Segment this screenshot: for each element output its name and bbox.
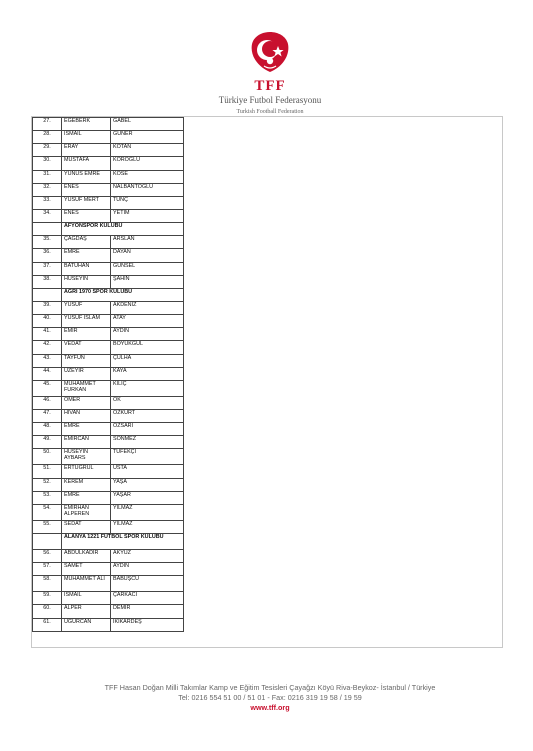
player-row <box>33 396 184 409</box>
player-number: 56. <box>33 549 62 562</box>
player-last-name: AKYÜZ <box>111 549 184 562</box>
player-row <box>33 183 184 196</box>
player-last-name: KOTAN <box>111 144 184 157</box>
player-first-name: ERAY <box>62 144 111 157</box>
player-row <box>33 592 184 605</box>
player-row <box>33 118 184 131</box>
player-last-name: GÜNER <box>111 131 184 144</box>
player-row <box>33 301 184 314</box>
player-first-name: YUNUS EMRE <box>62 170 111 183</box>
player-last-name: BABUŞCU <box>111 576 184 592</box>
player-last-name: KÖSE <box>111 170 184 183</box>
player-row <box>33 465 184 478</box>
player-first-name: UĞURCAN <box>62 618 111 631</box>
player-row <box>33 491 184 504</box>
player-last-name: KAYA <box>111 367 184 380</box>
player-row <box>33 354 184 367</box>
player-number: 38. <box>33 275 62 288</box>
player-number: 37. <box>33 262 62 275</box>
player-number: 40. <box>33 315 62 328</box>
player-last-name: ŞAHİN <box>111 275 184 288</box>
player-number: 30. <box>33 157 62 170</box>
player-number: 51. <box>33 465 62 478</box>
player-row <box>33 618 184 631</box>
player-row <box>33 367 184 380</box>
player-number: 33. <box>33 196 62 209</box>
player-first-name: YUSUF <box>62 301 111 314</box>
player-row <box>33 549 184 562</box>
player-first-name: KEREM <box>62 478 111 491</box>
brand-logo-text: TFF <box>254 78 286 94</box>
club-header-row <box>33 288 184 301</box>
player-last-name: GABEL <box>111 118 184 131</box>
player-last-name: USTA <box>111 465 184 478</box>
player-number: 43. <box>33 354 62 367</box>
player-row <box>33 328 184 341</box>
player-first-name: İSMAİL <box>62 131 111 144</box>
player-number: 29. <box>33 144 62 157</box>
player-last-name: AKDENİZ <box>111 301 184 314</box>
player-first-name: EMRE <box>62 491 111 504</box>
club-number-cell <box>33 288 62 301</box>
club-name: ALANYA 1221 FUTBOL SPOR KULÜBÜ <box>62 533 184 549</box>
player-number: 28. <box>33 131 62 144</box>
club-name: AĞRI 1970 SPOR KULÜBÜ <box>62 288 184 301</box>
player-first-name: ENES <box>62 183 111 196</box>
player-first-name: ENES <box>62 209 111 222</box>
player-number: 44. <box>33 367 62 380</box>
player-row <box>33 262 184 275</box>
player-number: 49. <box>33 436 62 449</box>
footer-website-link[interactable]: www.tff.org <box>250 703 290 712</box>
player-first-name: HÜSEYİN AYBARS <box>62 449 111 465</box>
player-number: 50. <box>33 449 62 465</box>
player-first-name: İSMAİL <box>62 592 111 605</box>
player-last-name: YILMAZ <box>111 520 184 533</box>
player-number: 36. <box>33 249 62 262</box>
player-first-name: ERTUĞRUL <box>62 465 111 478</box>
player-first-name: EMİRHAN ALPEREN <box>62 504 111 520</box>
player-first-name: BATUHAN <box>62 262 111 275</box>
player-row <box>33 436 184 449</box>
player-row <box>33 315 184 328</box>
player-row <box>33 196 184 209</box>
player-first-name: MUSTAFA <box>62 157 111 170</box>
player-row <box>33 576 184 592</box>
player-first-name: HÜSEYİN <box>62 275 111 288</box>
federation-name-tr: Türkiye Futbol Federasyonu <box>218 95 322 105</box>
player-first-name: VEDAT <box>62 341 111 354</box>
player-row <box>33 605 184 618</box>
player-number: 42. <box>33 341 62 354</box>
player-last-name: ÇARKACI <box>111 592 184 605</box>
player-number: 31. <box>33 170 62 183</box>
player-first-name: ABDULKADİR <box>62 549 111 562</box>
player-number: 58. <box>33 576 62 592</box>
player-last-name: BOYUKGÜL <box>111 341 184 354</box>
player-number: 54. <box>33 504 62 520</box>
player-first-name: ÖMER <box>62 396 111 409</box>
player-last-name: ÇULHA <box>111 354 184 367</box>
player-number: 55. <box>33 520 62 533</box>
player-number: 41. <box>33 328 62 341</box>
player-row <box>33 249 184 262</box>
player-last-name: KÖROĞLU <box>111 157 184 170</box>
player-last-name: GÜNSEL <box>111 262 184 275</box>
player-first-name: HİVAN <box>62 409 111 422</box>
player-first-name: ALPER <box>62 605 111 618</box>
player-row <box>33 209 184 222</box>
footer-phone: Tel: 0216 554 51 00 / 51 01 - Fax: 0216 319 19 58 / 19 59 <box>178 693 362 702</box>
player-first-name: TAYFUN <box>62 354 111 367</box>
player-number: 34. <box>33 209 62 222</box>
player-last-name: YAŞA <box>111 478 184 491</box>
player-number: 27. <box>33 118 62 131</box>
tff-crest-icon <box>248 30 292 74</box>
player-last-name: OK <box>111 396 184 409</box>
player-roster-table <box>32 117 184 632</box>
player-last-name: AYDIN <box>111 563 184 576</box>
player-last-name: YETİM <box>111 209 184 222</box>
player-first-name: MUHAMMET FURKAN <box>62 380 111 396</box>
player-last-name: KILIÇ <box>111 380 184 396</box>
club-number-cell <box>33 223 62 236</box>
player-last-name: TÜFEKÇİ <box>111 449 184 465</box>
player-first-name: ÜZEYİR <box>62 367 111 380</box>
player-row <box>33 423 184 436</box>
player-first-name: EMİR <box>62 328 111 341</box>
player-first-name: ÇAĞDAŞ <box>62 236 111 249</box>
player-last-name: SÖNMEZ <box>111 436 184 449</box>
player-row <box>33 144 184 157</box>
player-last-name: ATAY <box>111 315 184 328</box>
player-row <box>33 275 184 288</box>
club-name: AFYONSPOR KULÜBÜ <box>62 223 184 236</box>
federation-name-en: Turkish Football Federation <box>236 109 304 115</box>
player-number: 59. <box>33 592 62 605</box>
player-row <box>33 341 184 354</box>
player-last-name: DAYAN <box>111 249 184 262</box>
player-last-name: ARSLAN <box>111 236 184 249</box>
player-number: 35. <box>33 236 62 249</box>
player-first-name: EGEBERK <box>62 118 111 131</box>
player-first-name: EMİRCAN <box>62 436 111 449</box>
player-last-name: DEMİR <box>111 605 184 618</box>
club-number-cell <box>33 533 62 549</box>
player-row <box>33 157 184 170</box>
player-number: 46. <box>33 396 62 409</box>
club-header-row <box>33 533 184 549</box>
player-row <box>33 131 184 144</box>
player-row <box>33 380 184 396</box>
club-header-row <box>33 223 184 236</box>
player-last-name: YAŞAR <box>111 491 184 504</box>
player-number: 60. <box>33 605 62 618</box>
player-first-name: MUHAMMET ALİ <box>62 576 111 592</box>
player-number: 48. <box>33 423 62 436</box>
player-last-name: TUNÇ <box>111 196 184 209</box>
player-row <box>33 409 184 422</box>
player-last-name: AYDIN <box>111 328 184 341</box>
player-number: 39. <box>33 301 62 314</box>
player-number: 47. <box>33 409 62 422</box>
player-row <box>33 563 184 576</box>
player-row <box>33 170 184 183</box>
player-row <box>33 478 184 491</box>
player-first-name: YUSUF MERT <box>62 196 111 209</box>
player-number: 53. <box>33 491 62 504</box>
player-first-name: EMRE <box>62 249 111 262</box>
player-first-name: EMRE <box>62 423 111 436</box>
player-last-name: ÖZSARI <box>111 423 184 436</box>
player-last-name: YILMAZ <box>111 504 184 520</box>
player-number: 61. <box>33 618 62 631</box>
player-number: 45. <box>33 380 62 396</box>
player-row <box>33 236 184 249</box>
player-first-name: YUSUF İSLAM <box>62 315 111 328</box>
player-first-name: SAMET <box>62 563 111 576</box>
player-last-name: İKİKARDEŞ <box>111 618 184 631</box>
player-last-name: ÖZKURT <box>111 409 184 422</box>
player-number: 52. <box>33 478 62 491</box>
player-number: 32. <box>33 183 62 196</box>
player-row <box>33 449 184 465</box>
player-last-name: NALBANTOĞLU <box>111 183 184 196</box>
player-number: 57. <box>33 563 62 576</box>
player-first-name: SEDAT <box>62 520 111 533</box>
player-row <box>33 520 184 533</box>
player-row <box>33 504 184 520</box>
footer-address: TFF Hasan Doğan Milli Takımlar Kamp ve Eğitim Tesisleri Çayağzı Köyü Riva-Beykoz- İstanbul / Türkiye <box>104 683 436 692</box>
